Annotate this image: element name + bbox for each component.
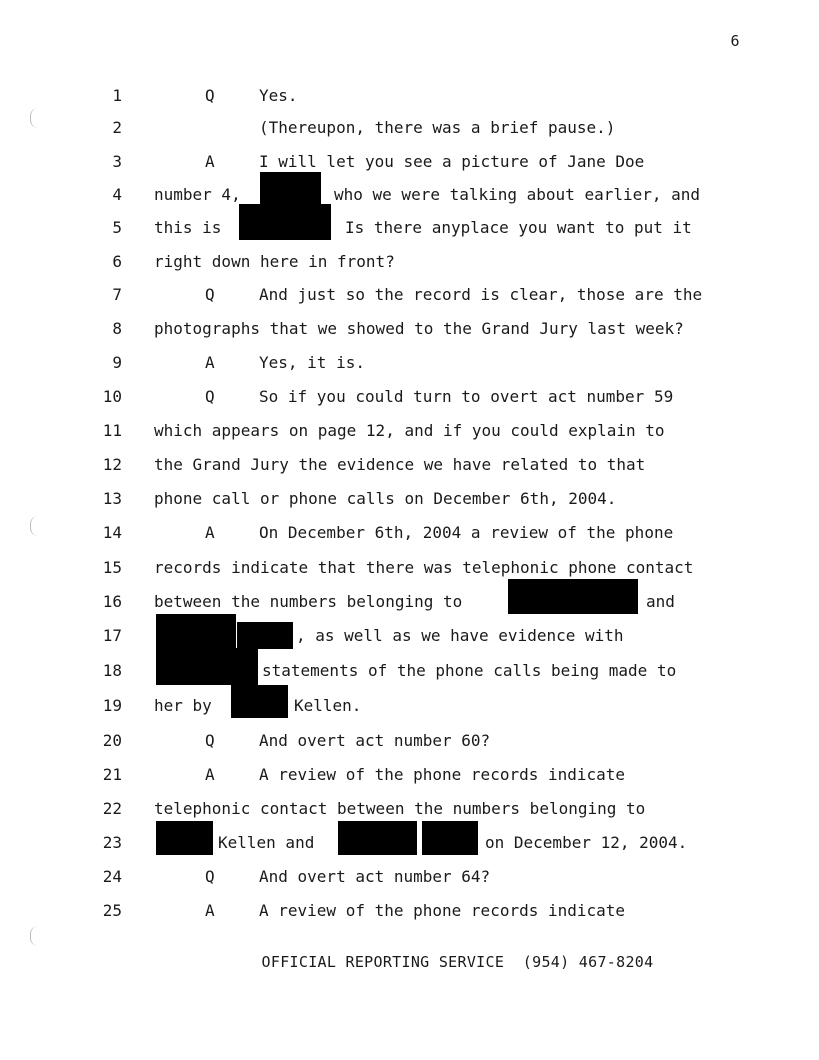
line-text: , as well as we have evidence with [296, 626, 624, 645]
speaker-label: A [205, 353, 215, 372]
transcript-line [0, 455, 819, 483]
transcript-line [0, 592, 819, 620]
line-text: And overt act number 60? [259, 731, 491, 750]
line-number: 7 [112, 285, 122, 304]
line-number: 10 [102, 387, 122, 406]
line-text: I will let you see a picture of Jane Doe [259, 152, 645, 171]
line-number: 21 [102, 765, 122, 784]
line-number: 25 [102, 901, 122, 920]
line-text: records indicate that there was telephonic phone contact [154, 558, 694, 577]
line-text: the Grand Jury the evidence we have related to that [154, 455, 646, 474]
line-number: 6 [112, 252, 122, 271]
line-text: between the numbers belonging to [154, 592, 463, 611]
line-number: 20 [102, 731, 122, 750]
redaction-box [239, 204, 331, 240]
transcript-line [0, 696, 819, 724]
speaker-label: A [205, 901, 215, 920]
line-text: this is [154, 218, 222, 237]
line-text: A review of the phone records indicate [259, 765, 626, 784]
speaker-label: A [205, 765, 215, 784]
line-number: 14 [102, 523, 122, 542]
transcript-line [0, 489, 819, 517]
transcript-line [0, 185, 819, 213]
speaker-label: Q [205, 867, 215, 886]
transcript-line [0, 319, 819, 347]
speaker-label: Q [205, 86, 215, 105]
page-number: 6 [730, 32, 740, 50]
transcript-line [0, 353, 819, 381]
transcript-line [0, 731, 819, 759]
line-text: A review of the phone records indicate [259, 901, 626, 920]
transcript-line [0, 523, 819, 551]
transcript-line [0, 661, 819, 689]
line-number: 11 [102, 421, 122, 440]
line-text: Yes. [259, 86, 298, 105]
line-number: 5 [112, 218, 122, 237]
redaction-box [156, 614, 236, 650]
line-text: on December 12, 2004. [485, 833, 688, 852]
line-number: 18 [102, 661, 122, 680]
margin-mark [30, 926, 39, 946]
speaker-label: A [205, 152, 215, 171]
redaction-box [508, 579, 638, 614]
line-text: Yes, it is. [259, 353, 365, 372]
transcript-line [0, 558, 819, 586]
line-text: And just so the record is clear, those are the [259, 285, 703, 304]
line-number: 19 [102, 696, 122, 715]
transcript-line [0, 218, 819, 246]
line-number: 22 [102, 799, 122, 818]
line-text: On December 6th, 2004 a review of the phone [259, 523, 674, 542]
line-number: 24 [102, 867, 122, 886]
line-number: 1 [112, 86, 122, 105]
line-number: 17 [102, 626, 122, 645]
redaction-box [338, 821, 417, 855]
line-text: (Thereupon, there was a brief pause.) [259, 118, 616, 137]
redaction-box [422, 821, 478, 855]
line-text: right down here in front? [154, 252, 395, 271]
line-text: number 4, [154, 185, 241, 204]
line-text: Is there anyplace you want to put it [345, 218, 692, 237]
line-number: 12 [102, 455, 122, 474]
transcript-line [0, 285, 819, 313]
line-number: 13 [102, 489, 122, 508]
line-number: 4 [112, 185, 122, 204]
transcript-line [0, 867, 819, 895]
transcript-line [0, 421, 819, 449]
speaker-label: Q [205, 285, 215, 304]
speaker-label: Q [205, 387, 215, 406]
line-number: 2 [112, 118, 122, 137]
redaction-box [156, 648, 258, 685]
transcript-line [0, 86, 819, 114]
line-text: statements of the phone calls being made to [262, 661, 677, 680]
line-number: 15 [102, 558, 122, 577]
transcript-line [0, 387, 819, 415]
line-number: 23 [102, 833, 122, 852]
transcript-line [0, 901, 819, 929]
footer-reporting-service: OFFICIAL REPORTING SERVICE (954) 467-8204 [261, 953, 654, 971]
line-number: 9 [112, 353, 122, 372]
line-text: and [646, 592, 675, 611]
redaction-box [156, 821, 213, 855]
speaker-label: Q [205, 731, 215, 750]
speaker-label: A [205, 523, 215, 542]
line-number: 16 [102, 592, 122, 611]
redaction-box [231, 685, 288, 718]
line-text: Kellen. [294, 696, 362, 715]
line-text: which appears on page 12, and if you could explain to [154, 421, 665, 440]
line-number: 3 [112, 152, 122, 171]
line-text: photographs that we showed to the Grand Jury last week? [154, 319, 684, 338]
line-text: Kellen and [218, 833, 315, 852]
line-text: So if you could turn to overt act number 59 [259, 387, 674, 406]
line-text: phone call or phone calls on December 6th, 2004. [154, 489, 617, 508]
line-text: telephonic contact between the numbers belonging to [154, 799, 646, 818]
redaction-box [237, 622, 293, 649]
line-text: who we were talking about earlier, and [334, 185, 701, 204]
line-text: And overt act number 64? [259, 867, 491, 886]
transcript-line [0, 765, 819, 793]
transcript-line [0, 118, 819, 146]
line-number: 8 [112, 319, 122, 338]
transcript-line [0, 252, 819, 280]
transcript-line [0, 626, 819, 654]
transcript-line [0, 152, 819, 180]
line-text: her by [154, 696, 212, 715]
